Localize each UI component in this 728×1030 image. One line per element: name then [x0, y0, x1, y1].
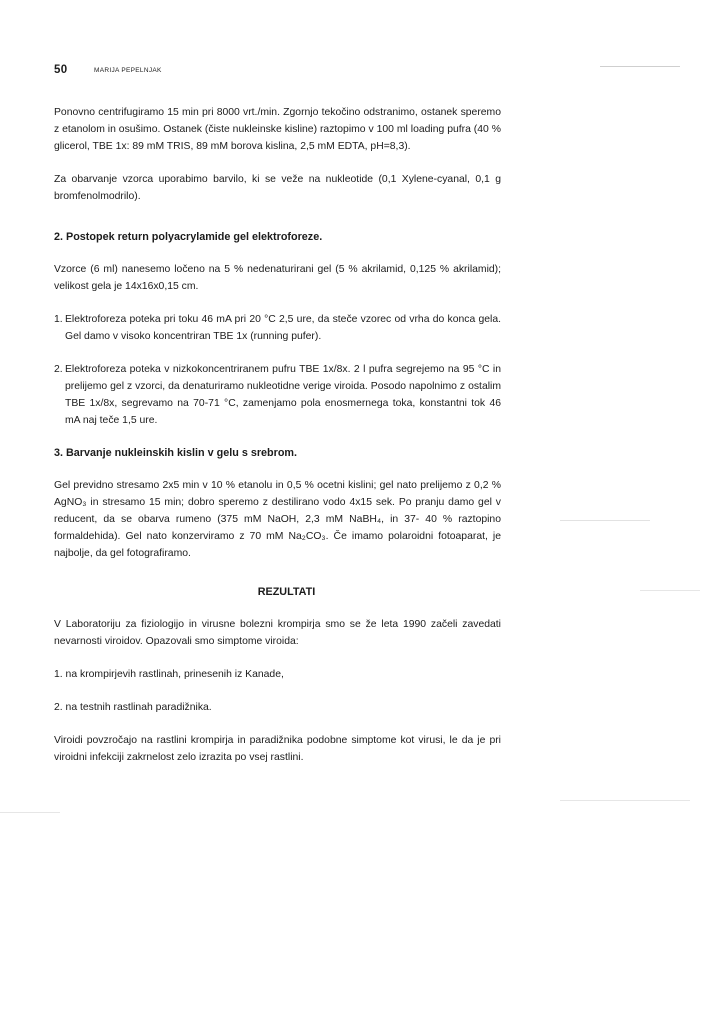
scan-mark — [600, 66, 680, 67]
paragraph-potato-plants: 1. na krompirjevih rastlinah, prinesenih iz Kanade, — [54, 669, 284, 680]
scan-mark — [560, 800, 690, 801]
paragraph-centrifuge: Ponovno centrifugiramo 15 min pri 8000 vrt./min. Zgornjo tekočino odstranimo, ostanek speremo z etanolom in osušimo. Ostanek (čiste nukleinske kisline) raztopimo v 100 ml loading pufra (40 % glicerol, TBE 1x: 89 mM TRIS, 89 mM borova kislina, 2,5 mM EDTA, pH=8,3). — [54, 107, 501, 152]
heading-silver-staining: 3. Barvanje nukleinskih kislin v gelu s srebrom. — [54, 447, 298, 459]
paragraph-viroid-symptoms: Viroidi povzročajo na rastlini krompirja in paradižnika podobne simptome kot virusi, le da je pri viroidni infekciji zakrnelost zelo izrazita po vsej rastlini. — [54, 735, 501, 763]
paragraph-results-intro: V Laboratoriju za fiziologijo in virusne bolezni krompirja smo se že leta 1990 začeli zavedati nevarnosti viroidov. Opazovali smo simptome viroida: — [54, 619, 501, 647]
scan-mark — [560, 520, 650, 521]
scan-mark — [640, 590, 700, 591]
page-header — [54, 64, 514, 80]
list-number: 1. — [54, 314, 63, 325]
scan-mark — [0, 812, 60, 813]
paragraph-staining-dye: Za obarvanje vzorca uporabimo barvilo, ki se veže na nukleotide (0,1 Xylene-cyanal, 0,1 g bromfenolmodrilo). — [54, 174, 501, 202]
page-body — [54, 104, 501, 782]
paragraph-silver-staining: Gel previdno stresamo 2x5 min v 10 % etanolu in 0,5 % ocetni kislini; gel nato prelijemo z 0,2 % AgNO₃ in stresamo 15 min; dobro speremo z destilirano vodo 4x15 sek. Po pranju damo gel v reducent, da se obarva rumeno (375 mM NaOH, 2,3 mM NaBH₄, in 37- 40 % raztopino formaldehida). Gel nato konzerviramo z 70 mM Na₂CO₃. Če imamo polaroidni fotoaparat, je najbolje, da gel fotografiramo. — [54, 480, 501, 559]
running-head: MARIJA PEPELNJAK — [94, 67, 162, 74]
list-item-1 — [54, 311, 501, 345]
paragraph-samples: Vzorce (6 ml) nanesemo ločeno na 5 % nedenaturirani gel (5 % akrilamid, 0,125 % akrilamid); velikost gela je 14x16x0,15 cm. — [54, 264, 501, 292]
list-number: 2. — [54, 364, 63, 375]
list-item-2 — [54, 361, 501, 429]
list-item-text: Elektroforeza poteka v nizkokoncentriranem pufru TBE 1x/8x. 2 l pufra segrejemo na 95 °C in prelijemo gel z vzorci, da denaturiramo nukleotidne verige viroida. Posodo napolnimo z ostalim TBE 1x/8x, segrevamo na 70-71 °C, zamenjamo pola enosmernega toka, konstantni tok 46 mA naj teče 1,5 ure. — [65, 364, 501, 426]
list-item-text: Elektroforeza poteka pri toku 46 mA pri 20 °C 2,5 ure, da steče vzorec od vrha do konca gela. Gel damo v visoko koncentriran TBE 1x (running pufer). — [65, 314, 501, 342]
paragraph-tomato-plants: 2. na testnih rastlinah paradižnika. — [54, 702, 212, 713]
page-number: 50 — [54, 64, 68, 76]
section-heading-results: REZULTATI — [257, 586, 316, 598]
heading-electrophoresis: 2. Postopek return polyacrylamide gel elektroforeze. — [54, 231, 323, 243]
